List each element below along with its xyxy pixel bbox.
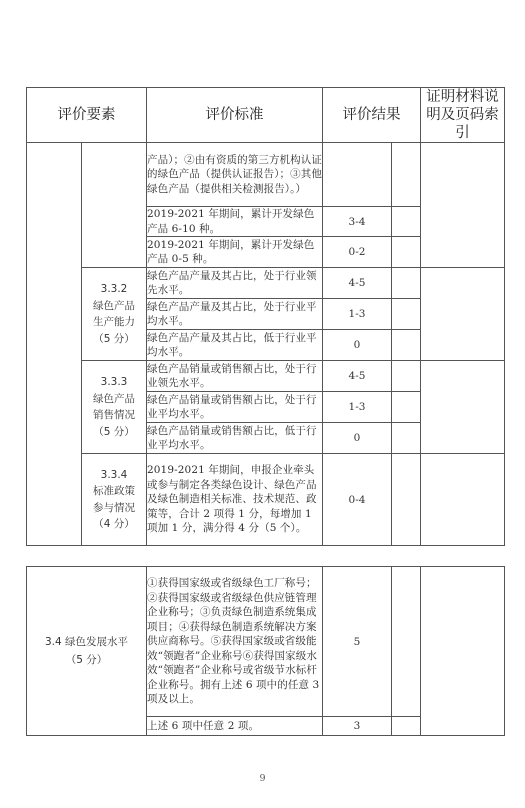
- parent-element-cell: [27, 143, 82, 546]
- score-cell: 0: [323, 330, 392, 361]
- standard-cell: ①获得国家级或省级绿色工厂称号；②获得国家级或省级绿色供应链管理企业称号；③负责绿色制造系统集成项目；④获得绿色制造系统解决方案供应商称号。⑤获得国家级或省级能效“领跑者”企业称号⑥获得国家级水效“领跑者”企业称号或省级节水标杆企业称号。拥有上述 6 项中的任意 3 项及以上。: [147, 567, 323, 717]
- result-cell: [392, 207, 421, 237]
- standard-cell: 绿色产品产量及其占比，处于行业领先水平。: [147, 268, 323, 299]
- sub-element-label: 3.3.4 标准政策 参与情况 （4 分）: [93, 468, 135, 530]
- page-number: 9: [259, 773, 266, 784]
- score-cell: 4-5: [323, 361, 392, 392]
- evidence-cell: [421, 361, 505, 454]
- result-cell: [392, 717, 421, 736]
- result-cell: [392, 330, 421, 361]
- result-cell: [392, 143, 421, 207]
- score-cell: 3-4: [323, 207, 392, 237]
- sub-element-label: 3.3.2 绿色产品 生产能力 （5 分）: [93, 283, 135, 345]
- standard-cell: 2019-2021 年期间，申报企业牵头或参与制定各类绿色设计、绿色产品及绿色制造相关标准、技术规范、政策等，合计 2 项得 1 分，每增加 1 项加 1 分，满分得 4 分（5 个）。: [147, 454, 323, 546]
- score-cell: 1-3: [323, 392, 392, 423]
- score-cell: [323, 143, 392, 207]
- header-evaluation-result: 评价结果: [323, 88, 421, 143]
- evidence-cell: [421, 567, 505, 736]
- standard-cell: 绿色产品销量或销售额占比，低于行业平均水平。: [147, 423, 323, 454]
- table-header-row: [27, 88, 505, 143]
- evidence-cell: [421, 143, 505, 268]
- table-row: [27, 361, 505, 392]
- standard-cell: 绿色产品产量及其占比，低于行业平均水平。: [147, 330, 323, 361]
- score-cell: 4-5: [323, 268, 392, 299]
- evaluation-table-continued: [26, 566, 505, 736]
- score-cell: 3: [323, 717, 392, 736]
- result-cell: [392, 299, 421, 330]
- sub-element-332: [82, 268, 147, 361]
- result-cell: [392, 361, 421, 392]
- table-row: [27, 454, 505, 546]
- result-cell: [392, 567, 421, 717]
- score-cell: 0: [323, 423, 392, 454]
- sub-element-333: [82, 361, 147, 454]
- score-cell: 0-2: [323, 237, 392, 268]
- standard-cell: 产品）；②由有资质的第三方机构认证的绿色产品（提供认证报告）；③其他绿色产品（提供相关检测报告）。）: [147, 143, 323, 207]
- standard-cell: 绿色产品销量或销售额占比，处于行业领先水平。: [147, 361, 323, 392]
- standard-cell: 2019-2021 年期间，累计开发绿色产品 0-5 种。: [147, 237, 323, 268]
- evidence-cell: [421, 454, 505, 546]
- standard-cell: 绿色产品产量及其占比，处于行业平均水平。: [147, 299, 323, 330]
- result-cell: [392, 268, 421, 299]
- evidence-cell: [421, 268, 505, 361]
- header-evaluation-elements: 评价要素: [27, 88, 147, 143]
- result-cell: [392, 423, 421, 454]
- header-evidence-index: 证明材料说明及页码索引: [421, 88, 505, 143]
- header-evaluation-standard: 评价标准: [147, 88, 323, 143]
- result-cell: [392, 237, 421, 268]
- sub-element-cell-331: [82, 143, 147, 268]
- result-cell: [392, 392, 421, 423]
- table-row: [27, 567, 505, 717]
- element-34: [27, 567, 147, 736]
- table-row: [27, 143, 505, 207]
- evaluation-table: [26, 87, 505, 546]
- score-cell: 5: [323, 567, 392, 717]
- element-label: 3.4 绿色发展水平 （5 分）: [44, 636, 129, 666]
- result-cell: [392, 454, 421, 546]
- score-cell: 0-4: [323, 454, 392, 546]
- standard-cell: 2019-2021 年期间，累计开发绿色产品 6-10 种。: [147, 207, 323, 237]
- table-row: [27, 268, 505, 299]
- sub-element-334: [82, 454, 147, 546]
- sub-element-label: 3.3.3 绿色产品 销售情况 （5 分）: [93, 376, 135, 438]
- standard-cell: 上述 6 项中任意 2 项。: [147, 717, 323, 736]
- score-cell: 1-3: [323, 299, 392, 330]
- standard-cell: 绿色产品销量或销售额占比，处于行业平均水平。: [147, 392, 323, 423]
